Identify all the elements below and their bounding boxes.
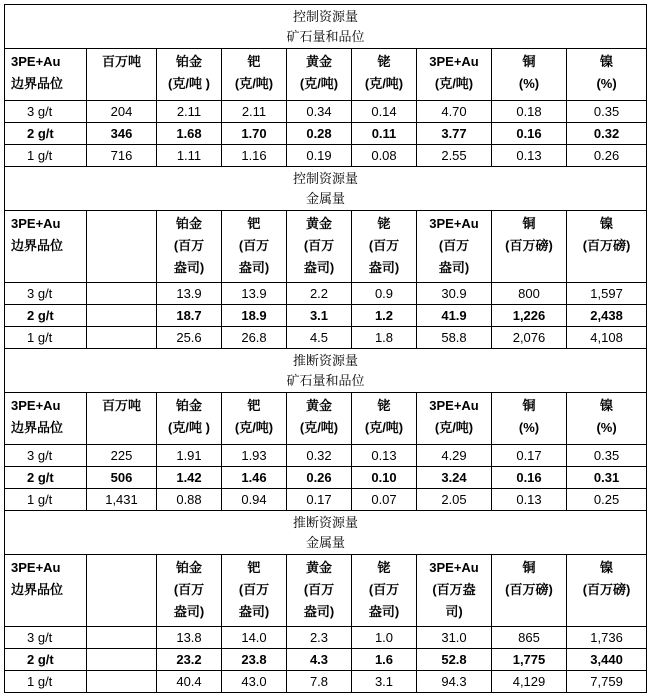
cell-cutoff-grade: 3 g/t — [5, 283, 87, 305]
column-header-line: 铜 — [522, 560, 536, 575]
indicated-tonnage-grade-title-row — [5, 5, 647, 49]
cell-million-tonnes — [87, 305, 157, 327]
column-header-platinum — [157, 393, 222, 445]
column-header-line: 盎司) — [238, 260, 270, 275]
cell-rhodium: 1.2 — [352, 305, 417, 327]
cell-copper: 0.18 — [492, 101, 567, 123]
cell-3pe-au: 52.8 — [417, 649, 492, 671]
column-header-line: 盎司) — [303, 260, 335, 275]
table-row — [5, 327, 647, 349]
column-header-rhodium — [352, 555, 417, 627]
cell-3pe-au: 58.8 — [417, 327, 492, 349]
cell-platinum: 1.11 — [157, 145, 222, 167]
column-header-3pe-au — [417, 555, 492, 627]
column-header-line: 铑 — [377, 216, 391, 231]
cell-gold: 2.2 — [287, 283, 352, 305]
column-header-palladium — [222, 49, 287, 101]
cell-rhodium: 1.8 — [352, 327, 417, 349]
cell-3pe-au: 3.77 — [417, 123, 492, 145]
section-title — [5, 5, 647, 49]
cell-cutoff-grade: 3 g/t — [5, 101, 87, 123]
column-header-cutoff-grade — [5, 393, 87, 445]
cell-platinum: 1.42 — [157, 467, 222, 489]
column-header-copper — [492, 211, 567, 283]
column-header-gold — [287, 211, 352, 283]
section-title — [5, 511, 647, 555]
column-header-line: (百万磅) — [505, 238, 553, 253]
table-row — [5, 101, 647, 123]
column-header-line: (克/吨) — [299, 76, 339, 91]
column-header-line: (百万 — [438, 238, 470, 253]
cell-rhodium: 0.07 — [352, 489, 417, 511]
table-row — [5, 649, 647, 671]
table-row — [5, 305, 647, 327]
cell-million-tonnes — [87, 283, 157, 305]
cell-gold: 2.3 — [287, 627, 352, 649]
column-header-line: (%) — [518, 420, 540, 435]
section-title — [5, 349, 647, 393]
indicated-tonnage-grade-header-row — [5, 49, 647, 101]
column-header-rhodium — [352, 393, 417, 445]
column-header-line: (克/吨) — [299, 420, 339, 435]
table-row — [5, 283, 647, 305]
section-title-line: 矿石量和品位 — [286, 29, 365, 44]
cell-palladium: 1.16 — [222, 145, 287, 167]
column-header-line: 3PE+Au — [11, 216, 61, 231]
cell-3pe-au: 94.3 — [417, 671, 492, 693]
column-header-copper — [492, 393, 567, 445]
cell-platinum: 40.4 — [157, 671, 222, 693]
column-header-line: (百万 — [238, 238, 270, 253]
column-header-gold — [287, 49, 352, 101]
column-header-line: 钯 — [247, 560, 261, 575]
column-header-line: 黄金 — [305, 398, 332, 413]
cell-palladium: 23.8 — [222, 649, 287, 671]
cell-rhodium: 0.11 — [352, 123, 417, 145]
cell-palladium: 0.94 — [222, 489, 287, 511]
section-title-line: 控制资源量 — [293, 171, 359, 186]
column-header-line: 边界品位 — [11, 582, 64, 597]
column-header-line: 边界品位 — [11, 420, 64, 435]
column-header-line: 镍 — [600, 560, 614, 575]
cell-cutoff-grade: 2 g/t — [5, 305, 87, 327]
cell-nickel: 0.31 — [567, 467, 647, 489]
cell-nickel: 0.25 — [567, 489, 647, 511]
column-header-line: 百万吨 — [101, 398, 141, 413]
indicated-metal-content-title-row — [5, 167, 647, 211]
inferred-metal-content-header-row — [5, 555, 647, 627]
cell-rhodium: 0.10 — [352, 467, 417, 489]
column-header-line: 3PE+Au — [429, 398, 479, 413]
column-header-line: 3PE+Au — [429, 216, 479, 231]
table-row — [5, 489, 647, 511]
section-title-line: 矿石量和品位 — [286, 373, 365, 388]
column-header-3pe-au — [417, 211, 492, 283]
column-header-cutoff-grade — [5, 555, 87, 627]
cell-gold: 0.28 — [287, 123, 352, 145]
indicated-metal-content-header-row — [5, 211, 647, 283]
column-header-copper — [492, 49, 567, 101]
column-header-line: 铂金 — [175, 216, 202, 231]
cell-copper: 0.17 — [492, 445, 567, 467]
column-header-nickel — [567, 211, 647, 283]
column-header-line: 盎司) — [303, 604, 335, 619]
cell-palladium: 1.93 — [222, 445, 287, 467]
column-header-line: (百万 — [368, 238, 400, 253]
cell-palladium: 14.0 — [222, 627, 287, 649]
column-header-line: 铜 — [522, 216, 536, 231]
cell-platinum: 1.68 — [157, 123, 222, 145]
column-header-3pe-au — [417, 49, 492, 101]
column-header-line: 盎司) — [173, 604, 205, 619]
column-header-line: (百万磅) — [582, 238, 631, 253]
column-header-line: (克/吨 ) — [168, 420, 210, 435]
column-header-line: 边界品位 — [11, 238, 64, 253]
column-header-platinum — [157, 555, 222, 627]
cell-cutoff-grade: 1 g/t — [5, 145, 87, 167]
column-header-line: 铂金 — [175, 398, 202, 413]
table-row — [5, 467, 647, 489]
column-header-rhodium — [352, 211, 417, 283]
cell-rhodium: 3.1 — [352, 671, 417, 693]
cell-cutoff-grade: 1 g/t — [5, 327, 87, 349]
cell-cutoff-grade: 3 g/t — [5, 627, 87, 649]
column-header-line: (%) — [596, 420, 617, 435]
cell-platinum: 0.88 — [157, 489, 222, 511]
column-header-line: 司) — [445, 604, 463, 619]
column-header-line: 3PE+Au — [11, 54, 61, 69]
cell-nickel: 1,736 — [567, 627, 647, 649]
table-body — [5, 5, 647, 693]
cell-cutoff-grade: 2 g/t — [5, 123, 87, 145]
cell-copper: 1,226 — [492, 305, 567, 327]
cell-nickel: 0.35 — [567, 445, 647, 467]
column-header-line: (百万 — [368, 582, 400, 597]
cell-rhodium: 0.9 — [352, 283, 417, 305]
column-header-nickel — [567, 393, 647, 445]
cell-nickel: 0.26 — [567, 145, 647, 167]
cell-gold: 4.5 — [287, 327, 352, 349]
column-header-million-tonnes — [87, 211, 157, 283]
column-header-3pe-au — [417, 393, 492, 445]
cell-gold: 0.17 — [287, 489, 352, 511]
column-header-line: (克/吨) — [364, 420, 404, 435]
section-title — [5, 167, 647, 211]
column-header-copper — [492, 555, 567, 627]
column-header-line: 镍 — [600, 398, 614, 413]
column-header-line: (百万磅) — [582, 582, 631, 597]
column-header-line: (克/吨) — [364, 76, 404, 91]
cell-copper: 0.13 — [492, 489, 567, 511]
column-header-line: 百万吨 — [101, 54, 141, 69]
column-header-nickel — [567, 49, 647, 101]
column-header-line: (%) — [596, 76, 617, 91]
cell-copper: 4,129 — [492, 671, 567, 693]
column-header-line: (克/吨) — [234, 420, 274, 435]
cell-million-tonnes: 225 — [87, 445, 157, 467]
column-header-line: (百万 — [238, 582, 270, 597]
cell-million-tonnes — [87, 649, 157, 671]
cell-million-tonnes: 204 — [87, 101, 157, 123]
cell-nickel: 0.32 — [567, 123, 647, 145]
cell-palladium: 26.8 — [222, 327, 287, 349]
cell-rhodium: 0.08 — [352, 145, 417, 167]
column-header-line: (百万 — [173, 238, 205, 253]
cell-copper: 1,775 — [492, 649, 567, 671]
column-header-line: 铑 — [377, 54, 391, 69]
section-title-line: 金属量 — [306, 191, 346, 206]
cell-copper: 800 — [492, 283, 567, 305]
cell-cutoff-grade: 2 g/t — [5, 467, 87, 489]
cell-palladium: 13.9 — [222, 283, 287, 305]
cell-palladium: 2.11 — [222, 101, 287, 123]
cell-nickel: 2,438 — [567, 305, 647, 327]
cell-million-tonnes: 1,431 — [87, 489, 157, 511]
cell-million-tonnes: 506 — [87, 467, 157, 489]
cell-platinum: 25.6 — [157, 327, 222, 349]
column-header-line: (克/吨) — [434, 76, 474, 91]
column-header-line: 边界品位 — [11, 76, 64, 91]
column-header-line: (百万 — [303, 238, 335, 253]
cell-cutoff-grade: 2 g/t — [5, 649, 87, 671]
column-header-cutoff-grade — [5, 211, 87, 283]
cell-million-tonnes — [87, 627, 157, 649]
column-header-line: 铂金 — [175, 54, 202, 69]
column-header-line: 盎司) — [368, 260, 400, 275]
cell-million-tonnes: 716 — [87, 145, 157, 167]
column-header-line: 盎司) — [368, 604, 400, 619]
column-header-gold — [287, 393, 352, 445]
cell-palladium: 18.9 — [222, 305, 287, 327]
cell-copper: 2,076 — [492, 327, 567, 349]
cell-platinum: 13.8 — [157, 627, 222, 649]
inferred-tonnage-grade-title-row — [5, 349, 647, 393]
cell-3pe-au: 31.0 — [417, 627, 492, 649]
section-title-line: 推断资源量 — [293, 515, 359, 530]
column-header-line: 铜 — [522, 398, 536, 413]
resource-table — [4, 4, 647, 693]
table-row — [5, 627, 647, 649]
cell-platinum: 1.91 — [157, 445, 222, 467]
cell-3pe-au: 3.24 — [417, 467, 492, 489]
column-header-palladium — [222, 211, 287, 283]
column-header-million-tonnes — [87, 49, 157, 101]
cell-3pe-au: 4.70 — [417, 101, 492, 123]
cell-nickel: 0.35 — [567, 101, 647, 123]
column-header-line: 钯 — [247, 54, 261, 69]
cell-3pe-au: 2.55 — [417, 145, 492, 167]
cell-million-tonnes — [87, 327, 157, 349]
cell-palladium: 1.46 — [222, 467, 287, 489]
cell-nickel: 7,759 — [567, 671, 647, 693]
column-header-line: 3PE+Au — [429, 560, 479, 575]
column-header-line: 镍 — [600, 216, 614, 231]
column-header-line: 铂金 — [175, 560, 202, 575]
column-header-rhodium — [352, 49, 417, 101]
cell-nickel: 4,108 — [567, 327, 647, 349]
cell-gold: 0.34 — [287, 101, 352, 123]
section-title-line: 推断资源量 — [293, 353, 359, 368]
cell-palladium: 1.70 — [222, 123, 287, 145]
cell-copper: 865 — [492, 627, 567, 649]
cell-gold: 0.19 — [287, 145, 352, 167]
column-header-line: 黄金 — [305, 216, 332, 231]
column-header-palladium — [222, 555, 287, 627]
column-header-palladium — [222, 393, 287, 445]
cell-nickel: 3,440 — [567, 649, 647, 671]
cell-platinum: 23.2 — [157, 649, 222, 671]
column-header-line: 镍 — [600, 54, 614, 69]
cell-copper: 0.13 — [492, 145, 567, 167]
cell-gold: 0.26 — [287, 467, 352, 489]
column-header-line: 3PE+Au — [429, 54, 479, 69]
column-header-line: 铑 — [377, 398, 391, 413]
cell-palladium: 43.0 — [222, 671, 287, 693]
column-header-line: (克/吨 ) — [168, 76, 210, 91]
column-header-line: 盎司) — [173, 260, 205, 275]
cell-copper: 0.16 — [492, 123, 567, 145]
cell-gold: 3.1 — [287, 305, 352, 327]
column-header-line: (克/吨) — [234, 76, 274, 91]
cell-gold: 7.8 — [287, 671, 352, 693]
cell-rhodium: 0.14 — [352, 101, 417, 123]
column-header-line: 黄金 — [305, 54, 332, 69]
column-header-line: 钯 — [247, 216, 261, 231]
cell-cutoff-grade: 3 g/t — [5, 445, 87, 467]
column-header-line: (百万磅) — [505, 582, 553, 597]
section-title-line: 控制资源量 — [293, 9, 359, 24]
cell-million-tonnes — [87, 671, 157, 693]
table-row — [5, 445, 647, 467]
resource-estimate-table — [4, 4, 646, 693]
cell-nickel: 1,597 — [567, 283, 647, 305]
column-header-line: (克/吨) — [434, 420, 474, 435]
cell-copper: 0.16 — [492, 467, 567, 489]
cell-platinum: 18.7 — [157, 305, 222, 327]
column-header-platinum — [157, 49, 222, 101]
cell-gold: 4.3 — [287, 649, 352, 671]
column-header-line: (百万 — [173, 582, 205, 597]
column-header-nickel — [567, 555, 647, 627]
cell-rhodium: 1.0 — [352, 627, 417, 649]
column-header-million-tonnes — [87, 393, 157, 445]
column-header-line: (%) — [518, 76, 540, 91]
column-header-line: 盎司) — [438, 260, 470, 275]
cell-3pe-au: 2.05 — [417, 489, 492, 511]
table-row — [5, 145, 647, 167]
cell-million-tonnes: 346 — [87, 123, 157, 145]
column-header-line: 铑 — [377, 560, 391, 575]
column-header-gold — [287, 555, 352, 627]
cell-gold: 0.32 — [287, 445, 352, 467]
table-row — [5, 671, 647, 693]
column-header-platinum — [157, 211, 222, 283]
cell-3pe-au: 30.9 — [417, 283, 492, 305]
cell-platinum: 2.11 — [157, 101, 222, 123]
section-title-line: 金属量 — [306, 535, 346, 550]
cell-3pe-au: 4.29 — [417, 445, 492, 467]
column-header-line: (百万盎 — [432, 582, 476, 597]
cell-cutoff-grade: 1 g/t — [5, 671, 87, 693]
column-header-line: 铜 — [522, 54, 536, 69]
table-row — [5, 123, 647, 145]
inferred-tonnage-grade-header-row — [5, 393, 647, 445]
column-header-cutoff-grade — [5, 49, 87, 101]
cell-3pe-au: 41.9 — [417, 305, 492, 327]
column-header-line: 3PE+Au — [11, 560, 61, 575]
column-header-line: (百万 — [303, 582, 335, 597]
column-header-line: 3PE+Au — [11, 398, 61, 413]
column-header-line: 钯 — [247, 398, 261, 413]
cell-rhodium: 0.13 — [352, 445, 417, 467]
column-header-million-tonnes — [87, 555, 157, 627]
cell-cutoff-grade: 1 g/t — [5, 489, 87, 511]
column-header-line: 黄金 — [305, 560, 332, 575]
inferred-metal-content-title-row — [5, 511, 647, 555]
cell-platinum: 13.9 — [157, 283, 222, 305]
column-header-line: 盎司) — [238, 604, 270, 619]
cell-rhodium: 1.6 — [352, 649, 417, 671]
